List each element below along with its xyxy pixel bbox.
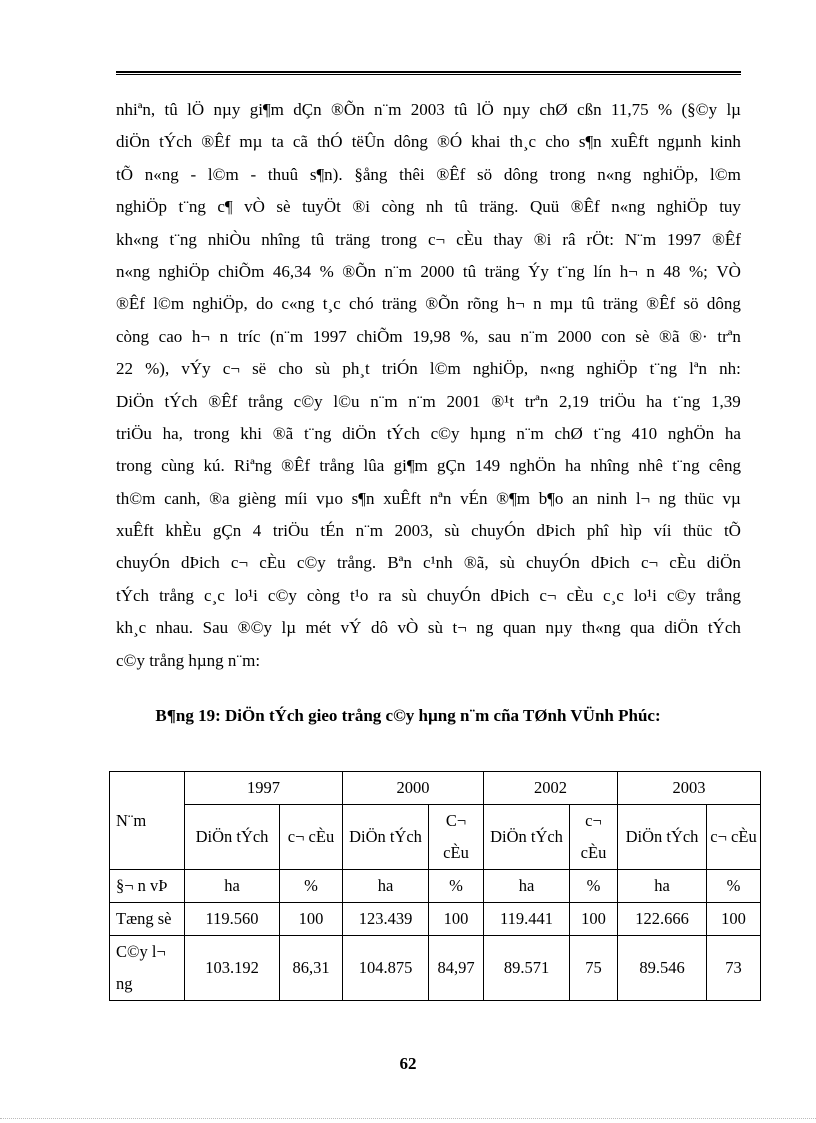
value-cell: 119.441	[484, 903, 570, 936]
unit-cell: ha	[618, 870, 707, 903]
value-cell: 123.439	[343, 903, 429, 936]
value-cell: 75	[570, 936, 618, 1001]
table-subheader-row	[110, 805, 761, 870]
paragraph-line: DiÖn tÝch ®Êf trång c©y l©u n¨m n¨m 2001 ®¹t trªn 2,19 triÖu ha t¨ng 1,39	[116, 391, 741, 411]
paragraph-line: nghiÖp t¨ng c¶ vÒ sè tuyÖt ®i còng nh tû träng. Quü ®Êf n«ng nghiÖp tuy	[116, 197, 741, 217]
row-label-cell: Tæng sè	[110, 903, 185, 936]
unit-cell: %	[707, 870, 761, 903]
footer-rule	[0, 1118, 816, 1119]
header-rule	[116, 71, 741, 75]
value-cell: 89.571	[484, 936, 570, 1001]
table-header-row	[110, 772, 761, 805]
year-header: 1997	[185, 772, 343, 805]
paragraph-line: 22 %), vÝy c¬ së cho sù ph¸t triÓn l©m nghiÖp, n«ng nghiÖp t¨ng lªn nh:	[116, 359, 741, 379]
value-cell: 84,97	[429, 936, 484, 1001]
value-cell: 100	[429, 903, 484, 936]
unit-row	[110, 870, 761, 903]
table-row	[110, 936, 761, 1001]
value-cell: 100	[570, 903, 618, 936]
year-header: 2000	[343, 772, 484, 805]
paragraph-line: trong cùng kú. Riªng ®Êf trång lûa gi¶m gÇn 149 nghÖn ha nhîng nhê t¨ng cêng	[116, 456, 741, 476]
paragraph-line: diÖn tÝch ®Êf mµ ta cã thÓ tëÛn dông ®Ó khai th¸c cho s¶n xuÊft ngµnh kinh	[116, 132, 741, 152]
table-row	[110, 903, 761, 936]
year-label-cell: N¨m	[110, 772, 185, 870]
paragraph-line: th©m canh, ®a gièng míi vµo s¶n xuÊft nªn vÉn ®¶m b¶o an ninh l¬ ng thüc vµ	[116, 488, 741, 508]
unit-cell: ha	[185, 870, 280, 903]
value-cell: 103.192	[185, 936, 280, 1001]
page-number: 62	[399, 1054, 417, 1073]
year-header: 2003	[618, 772, 761, 805]
subheader-cell: C¬ cÈu	[429, 805, 484, 870]
unit-cell: ha	[343, 870, 429, 903]
paragraph-line: ®Êf l©m nghiÖp, do c«ng t¸c chó träng ®Õn rõng h¬ n mµ tû träng ®Êf sö dông	[116, 294, 741, 314]
paragraph-line: xuÊft khÈu gÇn 4 triÖu tÉn n¨m 2003, sù chuyÓn dÞich phî hìp víi thüc tÕ	[116, 521, 741, 541]
value-cell: 100	[707, 903, 761, 936]
subheader-cell: DiÖn tÝch	[484, 805, 570, 870]
body-paragraph	[116, 94, 741, 677]
paragraph-line: n«ng nghiÖp chiÕm 46,34 % ®Õn n¨m 2000 tû träng Ýy t¨ng lín h¬ n 48 %; VÒ	[116, 261, 741, 281]
data-table	[109, 771, 761, 1001]
subheader-cell: c¬ cÈu	[707, 805, 761, 870]
unit-label-cell: §¬ n vÞ	[110, 870, 185, 903]
paragraph-line: kh«ng t¨ng nhiÒu nhîng tû träng trong c¬ cÈu thay ®i râ rÖt: N¨m 1997 ®Êf	[116, 229, 741, 249]
unit-cell: %	[280, 870, 343, 903]
unit-cell: ha	[484, 870, 570, 903]
row-label-cell: C©y l¬ ng	[110, 936, 185, 1001]
paragraph-line: chuyÓn dÞich c¬ cÈu c©y trång. Bªn c¹nh ®ã, sù chuyÓn dÞich c¬ cÈu diÖn	[116, 553, 741, 573]
subheader-cell: DiÖn tÝch	[618, 805, 707, 870]
paragraph-line: c©y trång hµng n¨m:	[116, 650, 261, 670]
table-caption: B¶ng 19: DiÖn tÝch gieo trång c©y hµng n¨m cña TØnh VÜnh Phúc:	[155, 706, 661, 725]
year-header: 2002	[484, 772, 618, 805]
value-cell: 119.560	[185, 903, 280, 936]
paragraph-line: nhiªn, tû lÖ nµy gi¶m dÇn ®Õn n¨m 2003 tû lÖ nµy chØ cßn 11,75 % (§©y lµ	[116, 100, 741, 119]
paragraph-line: tÝch trång c¸c lo¹i c©y còng t¹o ra sù chuyÓn dÞich c¬ cÈu c¸c lo¹i c©y trång	[116, 585, 741, 605]
value-cell: 100	[280, 903, 343, 936]
subheader-cell: c¬ cÈu	[570, 805, 618, 870]
unit-cell: %	[429, 870, 484, 903]
paragraph-line: kh¸c nhau. Sau ®©y lµ mét vÝ dô vÒ sù t¬ ng quan nµy th«ng qua diÖn tÝch	[116, 618, 741, 638]
paragraph-line: triÖu ha, trong khi ®ã t¨ng diÖn tÝch c©y hµng n¨m chØ t¨ng 410 nghÖn ha	[116, 423, 741, 443]
value-cell: 89.546	[618, 936, 707, 1001]
paragraph-line: tÕ n«ng - l©m - thuû s¶n). §ång thêi ®Êf sö dông trong n«ng nghiÖp, l©m	[116, 164, 741, 184]
value-cell: 104.875	[343, 936, 429, 1001]
subheader-cell: DiÖn tÝch	[185, 805, 280, 870]
value-cell: 122.666	[618, 903, 707, 936]
value-cell: 73	[707, 936, 761, 1001]
subheader-cell: c¬ cÈu	[280, 805, 343, 870]
paragraph-line: còng cao h¬ n tríc (n¨m 1997 chiÕm 19,98 %, sau n¨m 2000 con sè ®ã ®· trªn	[116, 326, 741, 346]
value-cell: 86,31	[280, 936, 343, 1001]
unit-cell: %	[570, 870, 618, 903]
subheader-cell: DiÖn tÝch	[343, 805, 429, 870]
